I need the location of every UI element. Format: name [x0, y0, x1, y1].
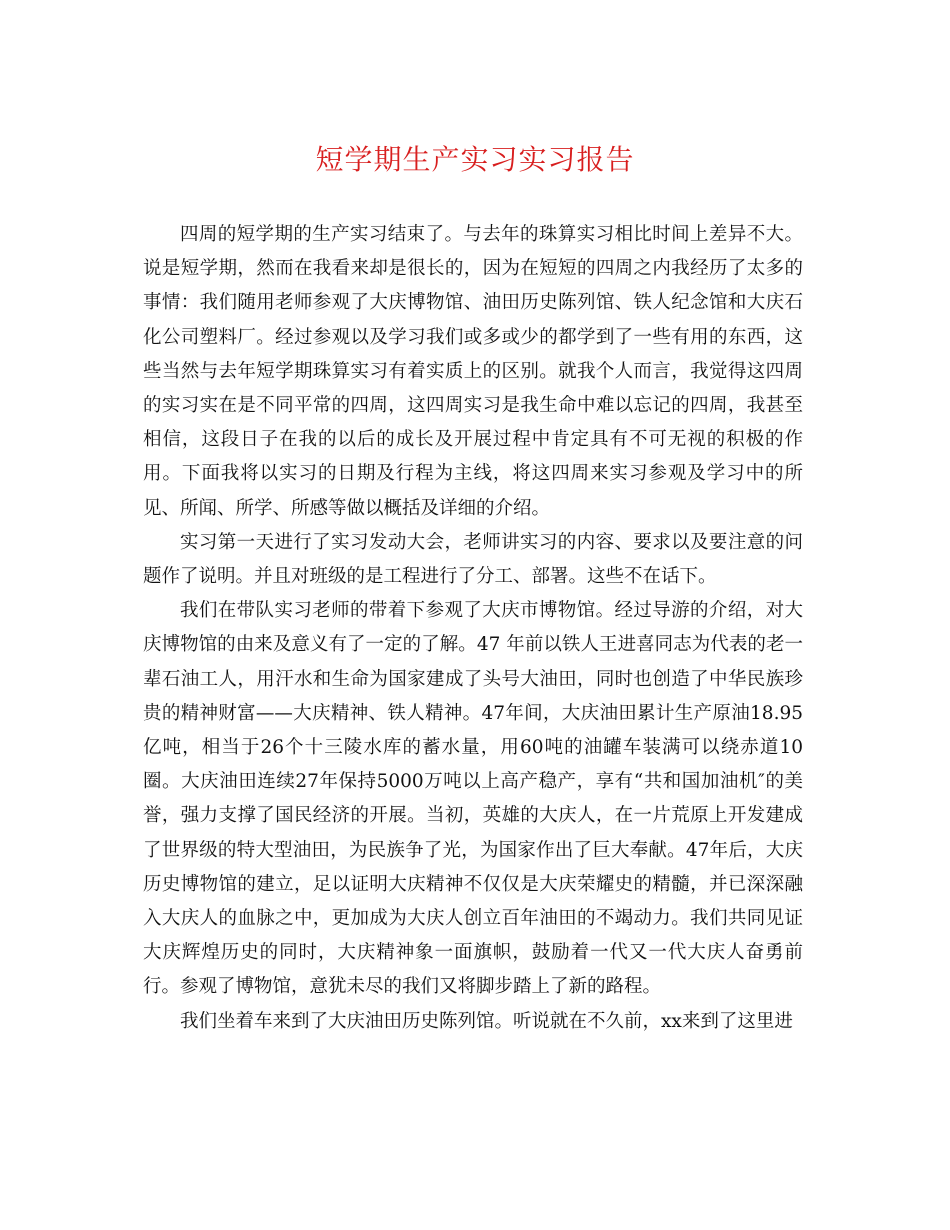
paragraph-intro: 四周的短学期的生产实习结束了。与去年的珠算实习相比时间上差异不大。说是短学期，然而在我看来却是很长的，因为在短短的四周之内我经历了太多的事情：我们随用老师参观了大庆博物馆、油田历史陈列馆、铁人纪念馆和大庆石化公司塑料厂。经过参观以及学习我们或多或少的都学到了一些有用的东西，这些当然与去年短学期珠算实习有着实质上的区别。就我个人而言，我觉得这四周的实习实在是不同平常的四周，这四周实习是我生命中难以忘记的四周，我甚至相信，这段日子在我的以后的成长及开展过程中肯定具有不可无视的积极的作用。下面我将以实习的日期及行程为主线，将这四周来实习参观及学习中的所见、所闻、所学、所感等做以概括及详细的介绍。: [143, 224, 803, 519]
document-body: [143, 218, 803, 1039]
paragraph-history-hall: 我们坐着车来到了大庆油田历史陈列馆。听说就在不久前，xx来到了这里进: [180, 1010, 793, 1032]
document-title: 短学期生产实习实习报告: [315, 143, 635, 176]
paragraph-day-one: 实习第一天进行了实习发动大会，老师讲实习的内容、要求以及要注意的问题作了说明。并且对班级的是工程进行了分工、部署。这些不在话下。: [143, 531, 803, 588]
paragraph-museum: 我们在带队实习老师的带着下参观了大庆市博物馆。经过导游的介绍，对大庆博物馆的由来及意义有了一定的了解。47 年前以铁人王进喜同志为代表的老一辈石油工人，用汗水和生命为国家建成了头号大油田，同时也创造了中华民族珍贵的精神财富——大庆精神、铁人精神。47年间，大庆油田累计生产原油18.95亿吨，相当于26个十三陵水库的蓄水量，用60吨的油罐车装满可以绕赤道10圈。大庆油田连续27年保持5000万吨以上高产稳产，享有“共和国加油机″的美誉，强力支撑了国民经济的开展。当初，英雄的大庆人，在一片荒原上开发建成了世界级的特大型油田，为民族争了光，为国家作出了巨大奉献。47年后，大庆历史博物馆的建立，足以证明大庆精神不仅仅是大庆荣耀史的精髓，并已深深融入大庆人的血脉之中，更加成为大庆人创立百年油田的不竭动力。我们共同见证大庆辉煌历史的同时，大庆精神象一面旗帜，鼓励着一代又一代大庆人奋勇前行。参观了博物馆，意犹未尽的我们又将脚步踏上了新的路程。: [143, 600, 803, 998]
